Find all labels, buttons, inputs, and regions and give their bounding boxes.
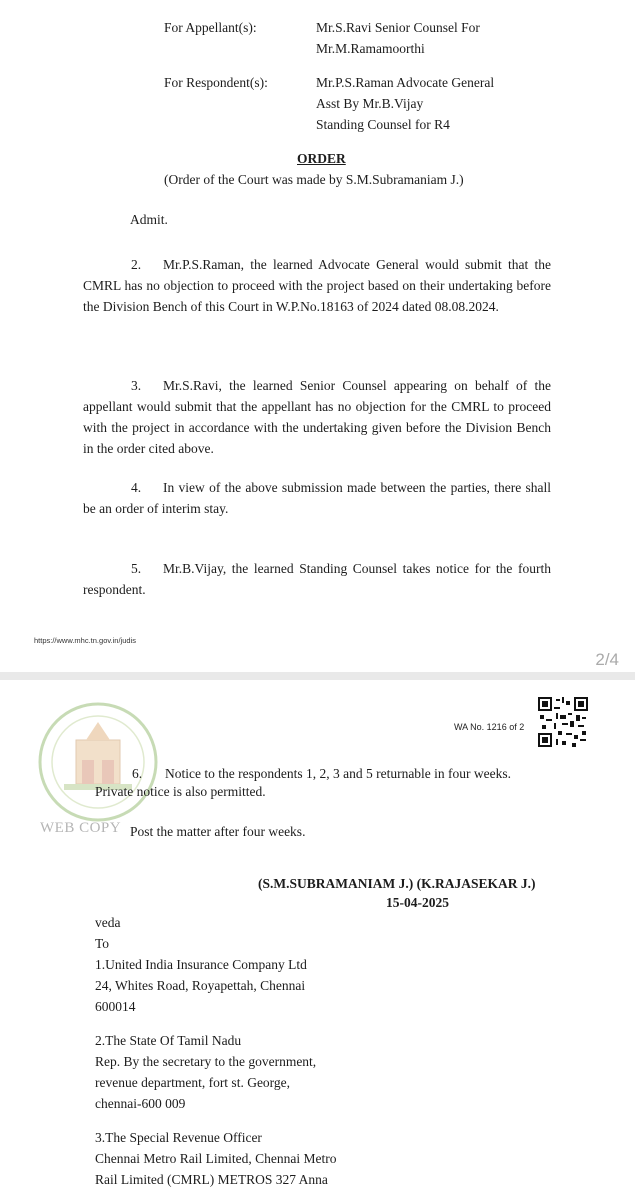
paragraph-text: Mr.B.Vijay, the learned Standing Counsel takes notice for the fourth respondent. <box>83 561 551 597</box>
post-matter-text: Post the matter after four weeks. <box>130 824 306 839</box>
judges-signature: (S.M.SUBRAMANIAM J.) (K.RAJASEKAR J.) <box>258 876 536 891</box>
paragraph-6-line-2: Private notice is also permitted. <box>95 784 266 799</box>
paragraph-number: 5. <box>131 561 142 576</box>
paragraph-4 <box>83 477 551 519</box>
judis-url-link[interactable]: https://www.mhc.tn.gov.in/judis <box>34 636 136 645</box>
paragraph-5 <box>83 558 551 600</box>
to-label: To <box>95 936 110 951</box>
typist-initials: veda <box>95 915 121 930</box>
appellant-label: For Appellant(s): <box>164 20 257 35</box>
paragraph-6-number: 6. <box>132 766 143 781</box>
respondent-line: Mr.P.S.Raman Advocate General <box>316 75 495 90</box>
address-line: 24, Whites Road, Royapettah, Chennai <box>95 978 306 993</box>
qr-code <box>538 697 588 747</box>
address-line: Rep. By the secretary to the government, <box>95 1054 317 1069</box>
respondent-counsel <box>316 72 494 135</box>
paragraph-text: Mr.S.Ravi, the learned Senior Counsel appearing on behalf of the appellant would submit that the appellant has no objection for the CMRL to proceed with the project in accordance with the undertaking given before the Division Bench in the order cited above. <box>83 378 551 456</box>
page-indicator: 2/4 <box>595 650 619 669</box>
paragraph-3 <box>83 375 551 459</box>
appellant-line: Mr.M.Ramamoorthi <box>316 41 425 56</box>
order-date: 15-04-2025 <box>386 895 449 910</box>
address-3 <box>95 1127 336 1190</box>
high-court-seal-watermark <box>36 700 160 824</box>
address-line: 3.The Special Revenue Officer <box>95 1130 262 1145</box>
admit-text: Admit. <box>130 212 168 227</box>
address-line: Rail Limited (CMRL) METROS 327 Anna <box>95 1172 328 1187</box>
address-line: 1.United India Insurance Company Ltd <box>95 957 307 972</box>
paragraph-2 <box>83 254 551 317</box>
paragraph-text: Mr.P.S.Raman, the learned Advocate General would submit that the CMRL has no objection to proceed with the project based on their undertaking before the Division Bench of this Court in W.P.No.18163 of 2024 dated 08.08.2024. <box>83 257 551 314</box>
paragraph-6-line-1: Notice to the respondents 1, 2, 3 and 5 returnable in four weeks. <box>165 766 512 781</box>
address-line: 600014 <box>95 999 136 1014</box>
address-line: chennai-600 009 <box>95 1096 186 1111</box>
web-copy-watermark: WEB COPY <box>40 820 122 836</box>
appellant-counsel <box>316 17 480 59</box>
paragraph-number: 4. <box>131 480 142 495</box>
address-line: 2.The State Of Tamil Nadu <box>95 1033 242 1048</box>
respondent-label: For Respondent(s): <box>164 75 268 90</box>
paragraph-number: 2. <box>131 257 142 272</box>
address-line: revenue department, fort st. George, <box>95 1075 291 1090</box>
order-title: ORDER <box>297 151 346 166</box>
case-number: WA No. 1216 of 2 <box>454 722 525 732</box>
respondent-line: Asst By Mr.B.Vijay <box>316 96 424 111</box>
appellant-line: Mr.S.Ravi Senior Counsel For <box>316 20 480 35</box>
paragraph-text: In view of the above submission made between the parties, there shall be an order of interim stay. <box>83 480 551 516</box>
order-subtitle: (Order of the Court was made by S.M.Subramaniam J.) <box>164 172 464 187</box>
address-2 <box>95 1030 316 1114</box>
paragraph-number: 3. <box>131 378 142 393</box>
address-line: Chennai Metro Rail Limited, Chennai Metro <box>95 1151 337 1166</box>
respondent-line: Standing Counsel for R4 <box>316 117 450 132</box>
address-1 <box>95 954 307 1017</box>
